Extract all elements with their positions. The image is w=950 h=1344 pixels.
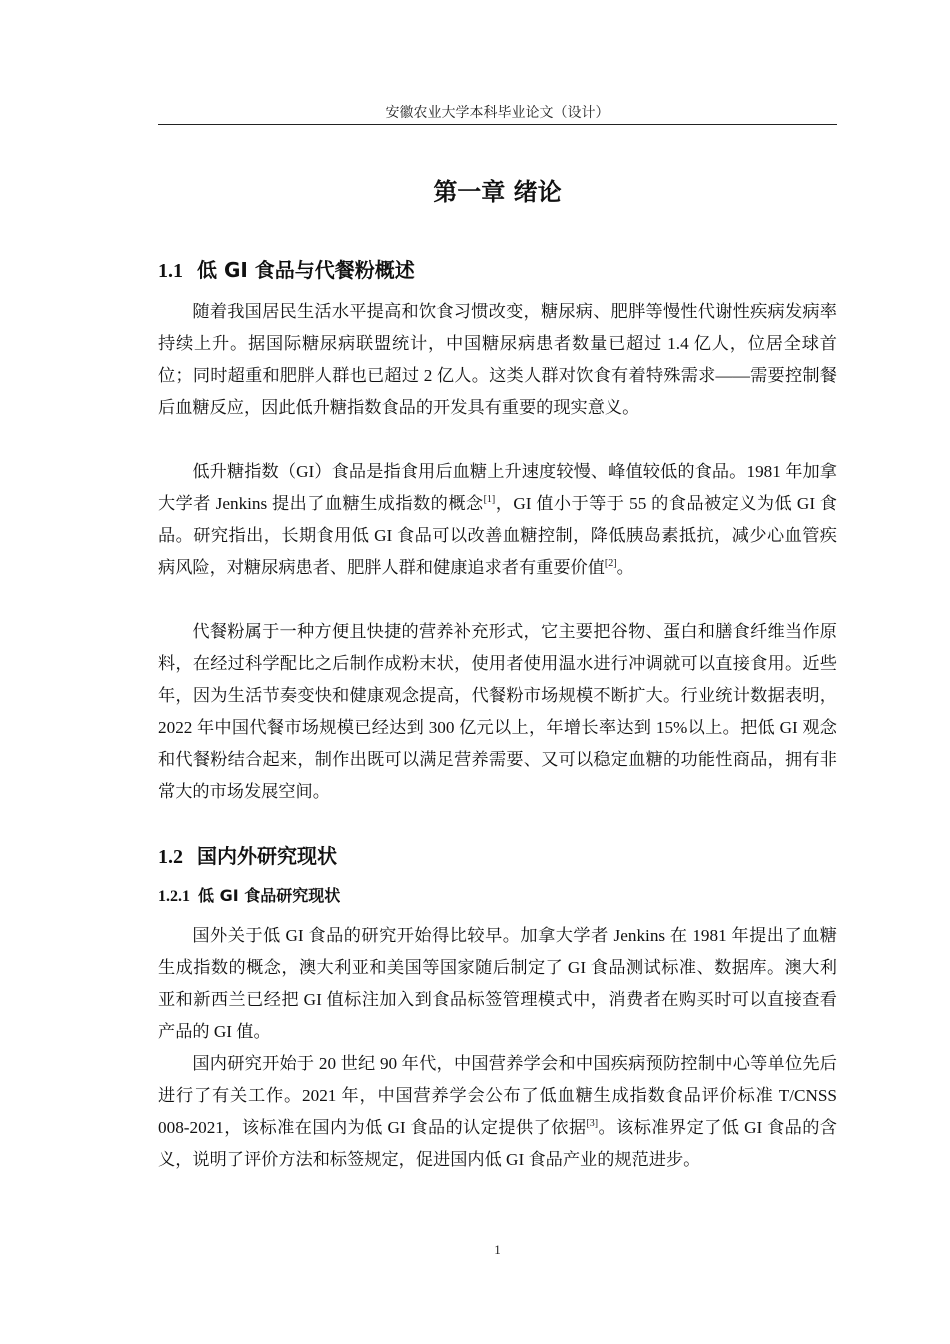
paragraph-3: 代餐粉属于一种方便且快捷的营养补充形式，它主要把谷物、蛋白和膳食纤维当作原料，在经过科学配比之后制作成粉末状，使用者使用温水进行冲调就可以直接食用。近些年，因为生活节奏变快和健康观念提高，代餐粉市场规模不断扩大。行业统计数据表明，2022 年中国代餐市场规模已经达到 300 亿元以上，年增长率达到 15%以上。把低 GI 观念和代餐粉结合起来，制作出既可以满足营养需要、又可以稳定血糖的功能性商品，拥有非常大的市场发展空间。: [158, 622, 837, 801]
section-title: 国内外研究现状: [197, 844, 337, 868]
paragraph-2: [158, 456, 837, 584]
section-number: 1.2: [158, 846, 183, 868]
paragraph-2-text-b: ，GI 值小于等于 55 的食品被定义为低 GI 食品。研究指出，长期食用低 GI 食品可以改善血糖控制，降低胰岛素抵抗，减少心血管疾病风险，对糖尿病患者、肥胖人群和健康追求者有重要价值: [158, 494, 837, 577]
citation-ref-3: [3]: [586, 1118, 599, 1129]
subsection-number: 1.2.1: [158, 888, 190, 905]
paragraph-5-text-b: 。该标准界定了低 GI 食品的含义，说明了评价方法和标签规定，促进国内低 GI 食品产业的规范进步。: [158, 1118, 837, 1169]
section-title: 低 GI 食品与代餐粉概述: [197, 258, 415, 282]
chapter-title: 第一章 绪论: [433, 178, 562, 206]
running-header: 安徽农业大学本科毕业论文（设计）: [385, 106, 610, 121]
paragraph-4: 国外关于低 GI 食品的研究开始得比较早。加拿大学者 Jenkins 在 1981 年提出了血糖生成指数的概念，澳大利亚和美国等国家随后制定了 GI 食品测试标准、数据库。澳大利亚和新西兰已经把 GI 值标注加入到食品标签管理模式中，消费者在购买时可以直接查看产品的 GI 值。: [158, 926, 837, 1041]
page-number: 1: [494, 1242, 501, 1257]
subsection-title: 低 GI 食品研究现状: [198, 886, 341, 905]
citation-ref-2: [2]: [604, 558, 617, 569]
section-heading-1-2: [158, 840, 837, 869]
subsection-heading-1-2-1: [158, 883, 837, 906]
section-heading-1-1: [158, 254, 837, 283]
paragraph-2-text-c: 。: [616, 558, 634, 577]
header-rule: [158, 124, 837, 125]
paragraph-2-text-a: 低升糖指数（GI）食品是指食用后血糖上升速度较慢、峰值较低的食品。1981 年加拿大学者 Jenkins 提出了血糖生成指数的概念: [158, 462, 837, 513]
paragraph-5: [158, 1048, 837, 1176]
paragraph-5-text-a: 国内研究开始于 20 世纪 90 年代，中国营养学会和中国疾病预防控制中心等单位先后进行了有关工作。2021 年，中国营养学会公布了低血糖生成指数食品评价标准 T/CNSS 008-2021，该标准在国内为低 GI 食品的认定提供了依据: [158, 1054, 837, 1137]
citation-ref-1: [1]: [483, 494, 496, 505]
section-number: 1.1: [158, 260, 183, 282]
paragraph-1: 随着我国居民生活水平提高和饮食习惯改变，糖尿病、肥胖等慢性代谢性疾病发病率持续上升。据国际糖尿病联盟统计，中国糖尿病患者数量已超过 1.4 亿人，位居全球首位；同时超重和肥胖人群也已超过 2 亿人。这类人群对饮食有着特殊需求——需要控制餐后血糖反应，因此低升糖指数食品的开发具有重要的现实意义。: [158, 302, 837, 417]
